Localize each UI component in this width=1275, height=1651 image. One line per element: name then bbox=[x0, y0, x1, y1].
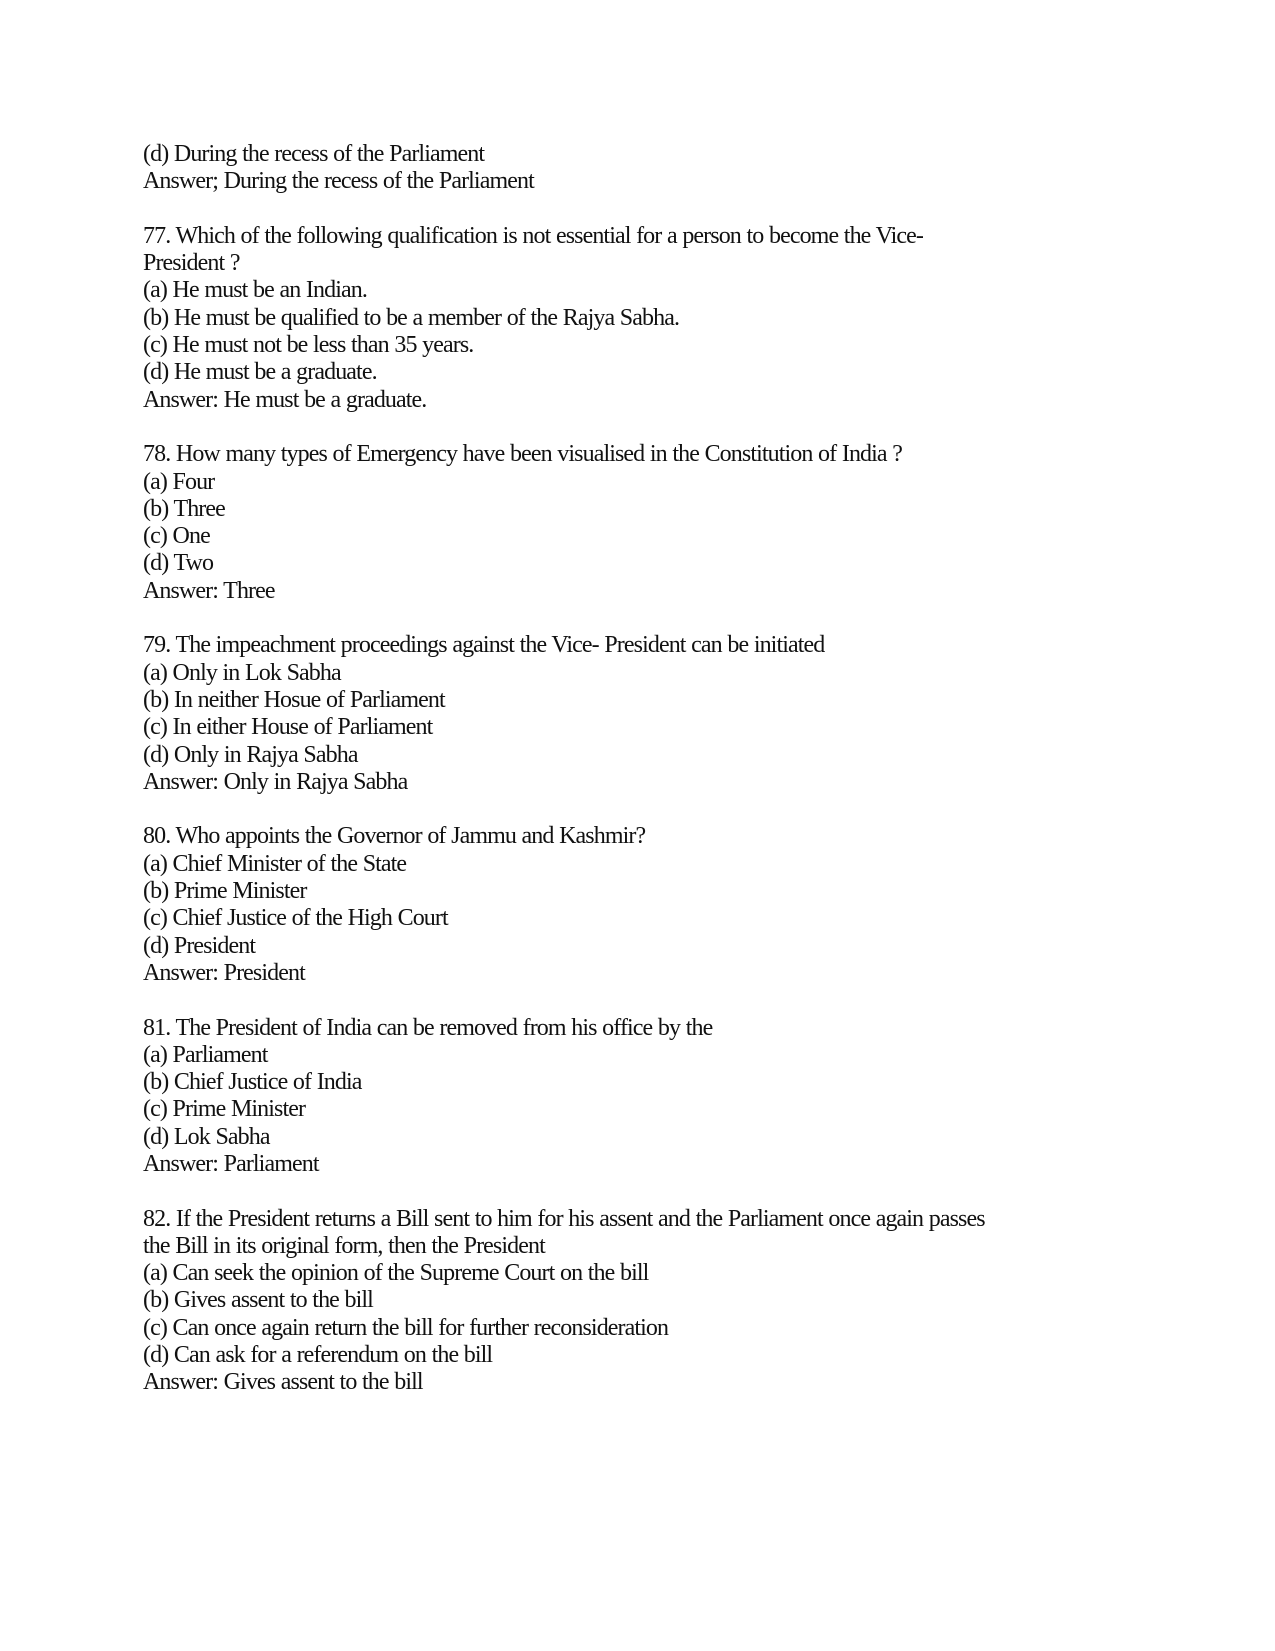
answer-line: Answer: Only in Rajya Sabha bbox=[143, 768, 408, 795]
question-block bbox=[143, 441, 1143, 605]
option-line: (a) He must be an Indian. bbox=[143, 277, 367, 304]
option-line: (b) He must be qualified to be a member of the Rajya Sabha. bbox=[143, 304, 680, 331]
answer-line: Answer; During the recess of the Parliament bbox=[143, 168, 534, 195]
option-line: (a) Only in Lok Sabha bbox=[143, 659, 341, 686]
question-line: 79. The impeachment proceedings against the Vice- President can be initiated bbox=[143, 632, 825, 659]
question-block bbox=[143, 223, 1143, 414]
answer-line: Answer: Gives assent to the bill bbox=[143, 1369, 423, 1396]
option-line: (d) During the recess of the Parliament bbox=[143, 141, 485, 167]
option-line: (c) He must not be less than 35 years. bbox=[143, 332, 474, 359]
question-block bbox=[143, 1206, 1143, 1397]
option-line: (d) Only in Rajya Sabha bbox=[143, 741, 358, 768]
option-line: (c) Chief Justice of the High Court bbox=[143, 905, 448, 932]
option-line: (b) In neither Hosue of Parliament bbox=[143, 686, 445, 713]
answer-line: Answer: President bbox=[143, 959, 305, 986]
text-line: the Bill in its original form, then the President bbox=[143, 1232, 545, 1259]
option-line: (d) Can ask for a referendum on the bill bbox=[143, 1342, 493, 1369]
option-line: (d) Two bbox=[143, 550, 214, 577]
question-line: 82. If the President returns a Bill sent to him for his assent and the Parliament once again passes bbox=[143, 1205, 985, 1232]
option-line: (a) Chief Minister of the State bbox=[143, 850, 407, 877]
option-line: (d) He must be a graduate. bbox=[143, 359, 377, 386]
option-line: (a) Can seek the opinion of the Supreme Court on the bill bbox=[143, 1260, 649, 1287]
option-line: (b) Prime Minister bbox=[143, 878, 307, 905]
answer-line: Answer: He must be a graduate. bbox=[143, 386, 427, 413]
question-block bbox=[143, 1015, 1143, 1179]
option-line: (b) Chief Justice of India bbox=[143, 1069, 362, 1096]
option-line: (a) Four bbox=[143, 468, 215, 495]
document-page bbox=[143, 141, 1143, 1424]
option-line: (c) In either House of Parliament bbox=[143, 714, 433, 741]
question-line: 80. Who appoints the Governor of Jammu and Kashmir? bbox=[143, 823, 646, 850]
question-line: 81. The President of India can be removed from his office by the bbox=[143, 1014, 713, 1041]
option-line: (c) One bbox=[143, 523, 210, 550]
answer-line: Answer: Three bbox=[143, 577, 275, 604]
option-line: (c) Can once again return the bill for further reconsideration bbox=[143, 1314, 669, 1341]
option-line: (a) Parliament bbox=[143, 1041, 268, 1068]
text-line: President ? bbox=[143, 250, 240, 277]
question-line: 78. How many types of Emergency have been visualised in the Constitution of India ? bbox=[143, 441, 903, 468]
option-line: (d) Lok Sabha bbox=[143, 1123, 270, 1150]
question-block bbox=[143, 823, 1143, 987]
option-line: (c) Prime Minister bbox=[143, 1096, 306, 1123]
question-block bbox=[143, 632, 1143, 796]
answer-line: Answer: Parliament bbox=[143, 1150, 319, 1177]
question-line: 77. Which of the following qualification is not essential for a person to become the Vice- bbox=[143, 222, 923, 249]
option-line: (b) Gives assent to the bill bbox=[143, 1287, 373, 1314]
question-continuation bbox=[143, 141, 1143, 196]
option-line: (b) Three bbox=[143, 495, 225, 522]
option-line: (d) President bbox=[143, 932, 256, 959]
